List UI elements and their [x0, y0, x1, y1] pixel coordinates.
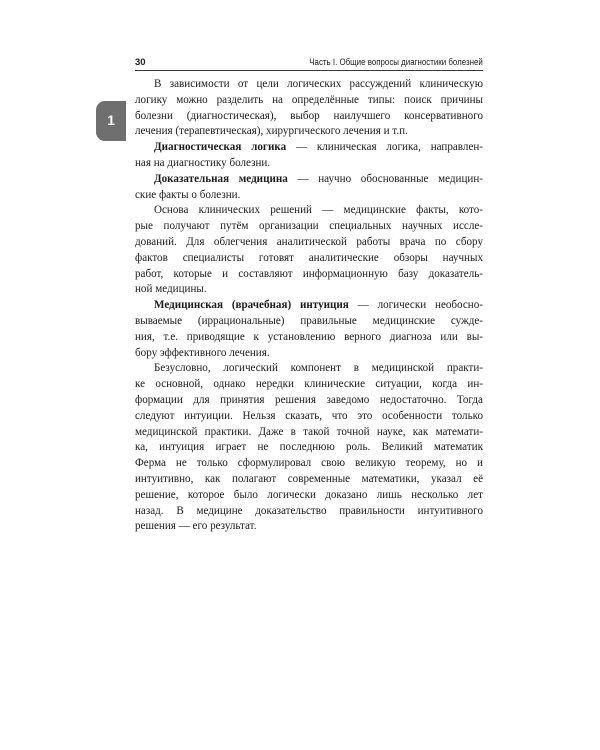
term-evidence-based-medicine: Доказательная медицина: [154, 172, 288, 185]
definition-line: [135, 172, 483, 188]
text-line: назад. В медицине доказательство правильности интуитивного: [135, 504, 483, 517]
page-number: 30: [135, 57, 146, 68]
running-title: Часть I. Общие вопросы диагностики болезней: [309, 57, 483, 67]
text-line: Ферма не только сформулировал свою великую теорему, но и: [135, 457, 483, 470]
text-line: В зависимости от цели логических рассуждений клиническую: [154, 78, 483, 90]
text-line: фактов специалисты готовят аналитические обзоры научных: [135, 251, 483, 264]
text-line: решение, которое было логически доказано лишь несколько лет: [135, 488, 483, 501]
text-line: медицинской практики. Даже в такой точной науке, как математи-: [135, 425, 483, 438]
text-line: логику можно разделить на определённые типы: поиск причины: [135, 93, 483, 106]
definition-text: — клиническая логика, направлен-: [286, 141, 483, 154]
text-line: интуитивно, как полагают современные математики, указал её: [135, 472, 483, 485]
text-line: ка, интуиция играет не последнюю роль. Великий математик: [135, 441, 483, 454]
chapter-tab: [96, 101, 126, 141]
text-line: решения — его результат.: [135, 520, 257, 533]
text-line: лечения (терапевтическая), хирургического лечения и т.п.: [135, 125, 408, 138]
text-line: ские факты о болезни.: [135, 188, 241, 201]
body-text: [135, 77, 483, 535]
text-line: формации для принятия решения заведомо недостаточно. Тогда: [135, 393, 483, 406]
text-line: рые получают путём организации специальных научных иссле-: [135, 220, 483, 233]
definition-line: [135, 298, 483, 314]
text-line: работ, которые и составляют информационную базу доказатель-: [135, 267, 483, 280]
text-line: Основа клинических решений — медицинские факты, кото-: [154, 204, 483, 217]
text-line: бору эффективного лечения.: [135, 346, 270, 359]
text-line: ния, т.е. приводящие к установлению верного диагноза или вы-: [135, 330, 483, 343]
term-diagnostic-logic: Диагностическая логика: [154, 141, 287, 154]
text-line: ная на диагностику болезни.: [135, 156, 271, 169]
chapter-number: 1: [107, 112, 115, 128]
text-line: дований. Для облегчения аналитической работы врача по сбору: [135, 235, 483, 248]
definition-text: — научно обоснованные медицин-: [287, 172, 484, 185]
text-line: Безусловно, логический компонент в медицинской практи-: [154, 362, 483, 375]
text-line: следуют интуиции. Нельзя сказать, что это особенности только: [135, 409, 483, 422]
definition-line: [135, 140, 483, 156]
definition-text: — логически необосно-: [348, 299, 483, 312]
text-line: болезни (диагностическая), выбор наилучшего консервативного: [135, 109, 483, 122]
running-header: [135, 55, 483, 71]
text-line: ке основной, однако нередки клинические ситуации, когда ин-: [135, 378, 483, 391]
text-line: ной медицины.: [135, 283, 207, 296]
text-line: вываемые (иррациональные) правильные медицинские сужде-: [135, 314, 483, 327]
term-medical-intuition: Медицинская (врачебная) интуиция: [154, 299, 349, 312]
